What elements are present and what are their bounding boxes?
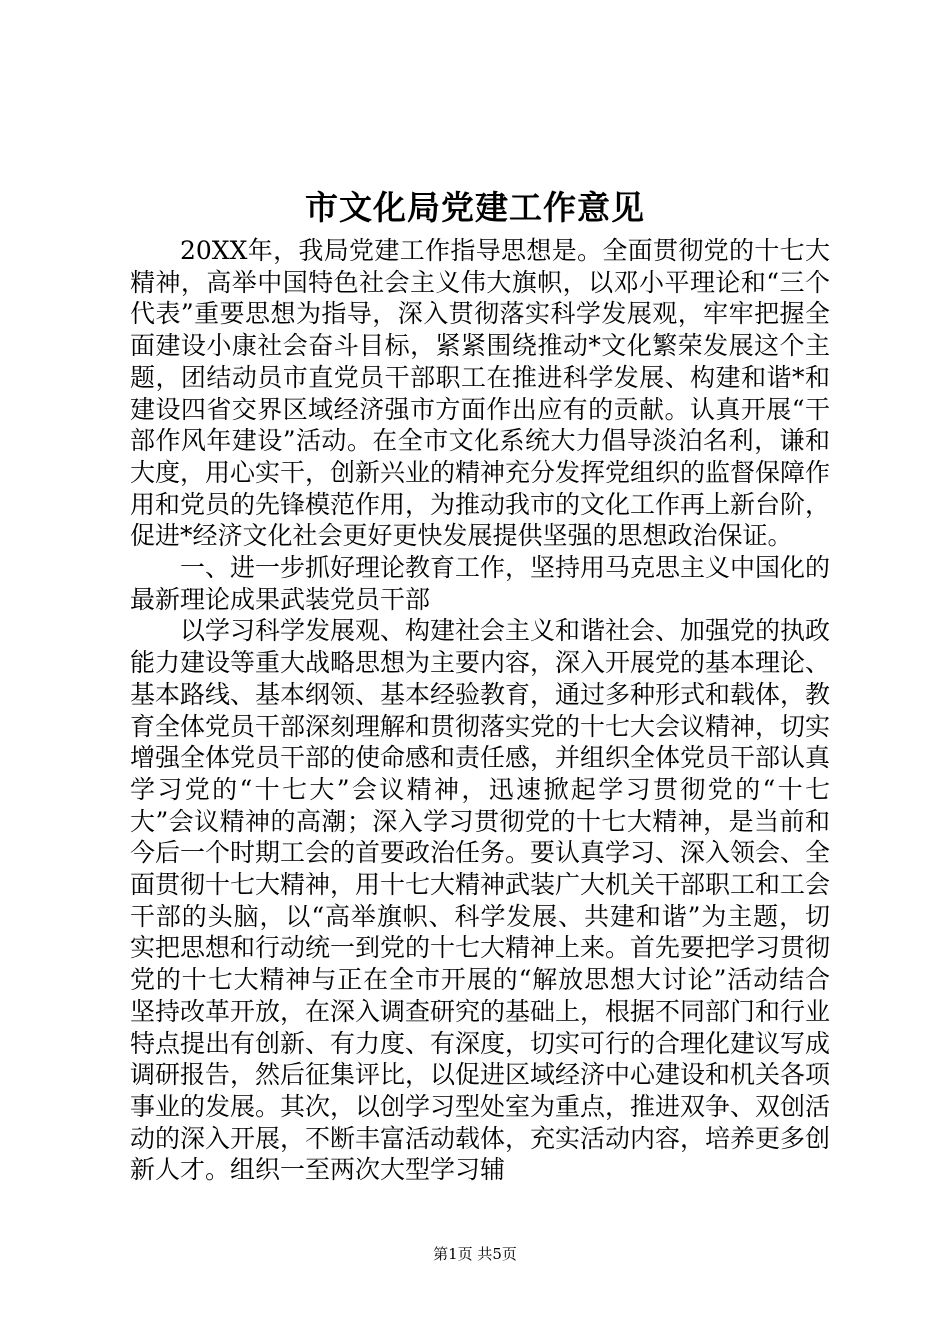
paragraph-theory-education: 以学习科学发展观、构建社会主义和谐社会、加强党的执政能力建设等重大战略思想为主要内容，深入开展党的基本理论、基本路线、基本纲领、基本经验教育，通过多种形式和载体，教育全体党员干部深刻理解和贯彻落实党的十七大会议精神，切实增强全体党员干部的使命感和责任感，并组织全体党员干部认真学习党的“十七大”会议精神，迅速掀起学习贯彻党的“十七大”会议精神的高潮；深入学习贯彻党的十七大精神，是当前和今后一个时期工会的首要政治任务。要认真学习、深入领会、全面贯彻十七大精神，用十七大精神武装广大机关干部职工和工会干部的头脑，以“高举旗帜、科学发展、共建和谐”为主题，切实把思想和行动统一到党的十七大精神上来。首先要把学习贯彻党的十七大精神与正在全市开展的“解放思想大讨论”活动结合坚持改革开放，在深入调查研究的基础上，根据不同部门和行业特点提出有创新、有力度、有深度，切实可行的合理化建议写成调研报告，然后征集评比，以促进区域经济中心建设和机关各项事业的发展。其次，以创学习型处室为重点，推进双争、双创活动的深入开展，不断丰富活动载体，充实活动内容，培养更多创新人才。组织一至两次大型学习辅 xyxy=(130,616,831,1185)
page-footer: 第1页 共5页 xyxy=(433,1245,517,1263)
section-heading-one: 一、进一步抓好理论教育工作，坚持用马克思主义中国化的最新理论成果武装党员干部 xyxy=(130,553,831,614)
document-body xyxy=(130,235,830,1186)
paragraph-guiding-thought: 20XX年，我局党建工作指导思想是。全面贯彻党的十七大精神，高举中国特色社会主义伟大旗帜，以邓小平理论和“三个代表”重要思想为指导，深入贯彻落实科学发展观，牢牢把握全面建设小康社会奋斗目标，紧紧围绕推动*文化繁荣发展这个主题，团结动员市直党员干部职工在推进科学发展、构建和谐*和建设四省交界区域经济强市方面作出应有的贡献。认真开展“干部作风年建设”活动。在全市文化系统大力倡导淡泊名利，谦和大度，用心实干，创新兴业的精神充分发挥党组织的监督保障作用和党员的先锋模范作用，为推动我市的文化工作再上新台阶，促进*经济文化社会更好更快发展提供坚强的思想政治保证。 xyxy=(130,236,831,551)
document-title: 市文化局党建工作意见 xyxy=(305,188,645,227)
